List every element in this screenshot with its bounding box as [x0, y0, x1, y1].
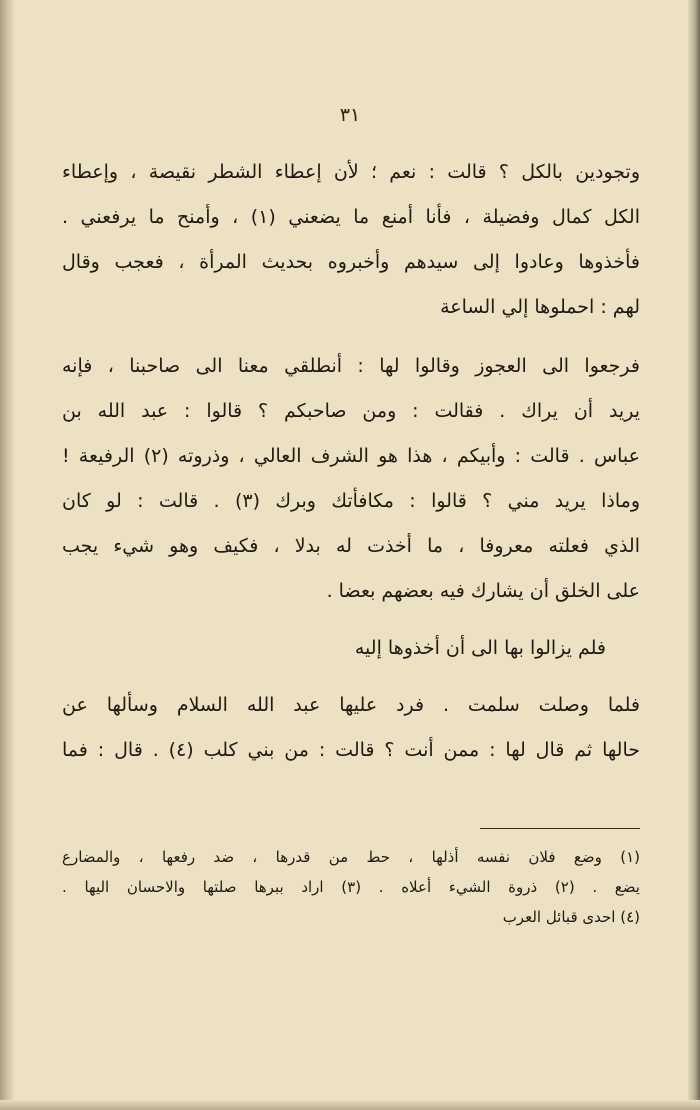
text-line: فلم يزالوا بها الى أن أخذوها إليه	[354, 637, 606, 659]
page-number: ٣١	[339, 104, 361, 126]
text-line: لهم : احملوها إلي الساعة	[440, 296, 640, 318]
text-line: يريد أن يراك . فقالت : ومن صاحبكم ؟ قالوا : عبد الله بن	[62, 400, 640, 422]
footnote-line: يضع . (٢) ذروة الشيء أعلاه . (٣) اراد ببرها صلتها والاحسان اليها .	[62, 878, 640, 896]
text-line: عباس . قالت : وأبيكم ، هذا هو الشرف العالي ، وذروته (٢) الرفيعة !	[62, 445, 640, 467]
page-outer-edge	[688, 0, 700, 1110]
paragraph-gap	[62, 671, 640, 683]
footnote-line: (٤) احدى قبائل العرب	[502, 908, 640, 926]
footnote-line: (١) وضع فلان نفسه أذلها ، حط من قدرها ، ضد رفعها ، والمضارع	[62, 848, 640, 866]
page-binding-edge	[0, 0, 14, 1110]
text-line: الكل كمال وفضيلة ، فأنا أمنع ما يضعني (١) ، وأمنح ما يرفعني .	[62, 206, 640, 228]
footnotes	[62, 842, 640, 932]
page-bottom-edge	[0, 1100, 700, 1110]
text-line: الذي فعلته معروفا ، ما أخذت له بدلا ، فكيف وهو شيء يجب	[62, 535, 640, 557]
paragraph-gap	[62, 330, 640, 344]
text-line: وماذا يريد مني ؟ قالوا : مكافأتك وبرك (٣) . قالت : لو كان	[62, 490, 640, 512]
paragraph-gap	[62, 614, 640, 626]
text-line: فلما وصلت سلمت . فرد عليها عبد الله السلام وسألها عن	[62, 694, 640, 716]
text-line: على الخلق أن يشارك فيه بعضهم بعضا .	[326, 580, 640, 602]
text-line: فرجعوا الى العجوز وقالوا لها : أنطلقي معنا الى صاحبنا ، فإنه	[62, 355, 640, 377]
text-line: حالها ثم قال لها : ممن أنت ؟ قالت : من بني كلب (٤) . قال : فما	[62, 739, 640, 761]
footnote-divider	[480, 828, 640, 829]
text-line: وتجودين بالكل ؟ قالت : نعم ؛ لأن إعطاء الشطر نقيصة ، وإعطاء	[62, 161, 640, 183]
main-text	[62, 150, 640, 773]
text-line: فأخذوها وعادوا إلى سيدهم وأخبروه بحديث المرأة ، فعجب وقال	[62, 251, 640, 273]
